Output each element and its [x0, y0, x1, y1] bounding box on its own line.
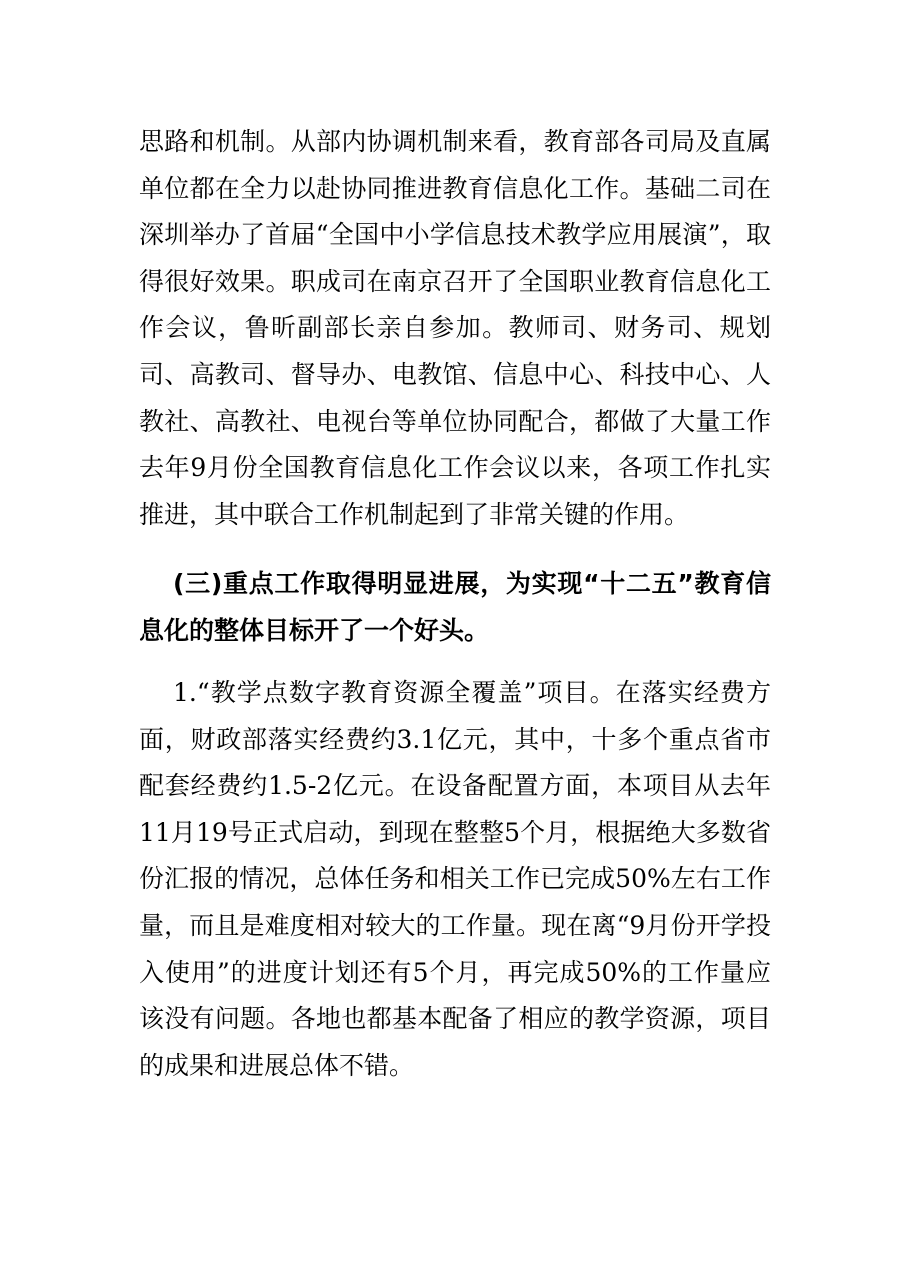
body-paragraph-resource-coverage: 1.“教学点数字教育资源全覆盖”项目。在落实经费方面，财政部落实经费约3.1亿元，其中，十多个重点省市配套经费约1.5-2亿元。在设备配置方面，本项目从去年11月19号正式启动，到现在整整5个月，根据绝大多数省份汇报的情况，总体任务和相关工作已完成50%左右工作量，而且是难度相对较大的工作量。现在离“9月份开学投入使用”的进度计划还有5个月，再完成50%的工作量应该没有问题。各地也都基本配备了相应的教学资源，项目的成果和进展总体不错。 [139, 678, 771, 1080]
section-heading-3: (三)重点工作取得明显进展，为实现“十二五”教育信息化的整体目标开了一个好头。 [139, 569, 771, 645]
body-paragraph-coordination: 思路和机制。从部内协调机制来看，教育部各司局及直属单位都在全力以赴协同推进教育信息化工作。基础二司在深圳举办了首届“全国中小学信息技术教学应用展演”，取得很好效果。职成司在南京召开了全国职业教育信息化工作会议，鲁昕副部长亲自参加。教师司、财务司、规划司、高教司、督导办、电教馆、信息中心、科技中心、人教社、高教社、电视台等单位协同配合，都做了大量工作去年9月份全国教育信息化工作会议以来，各项工作扎实推进，其中联合工作机制起到了非常关键的作用。 [139, 127, 771, 529]
